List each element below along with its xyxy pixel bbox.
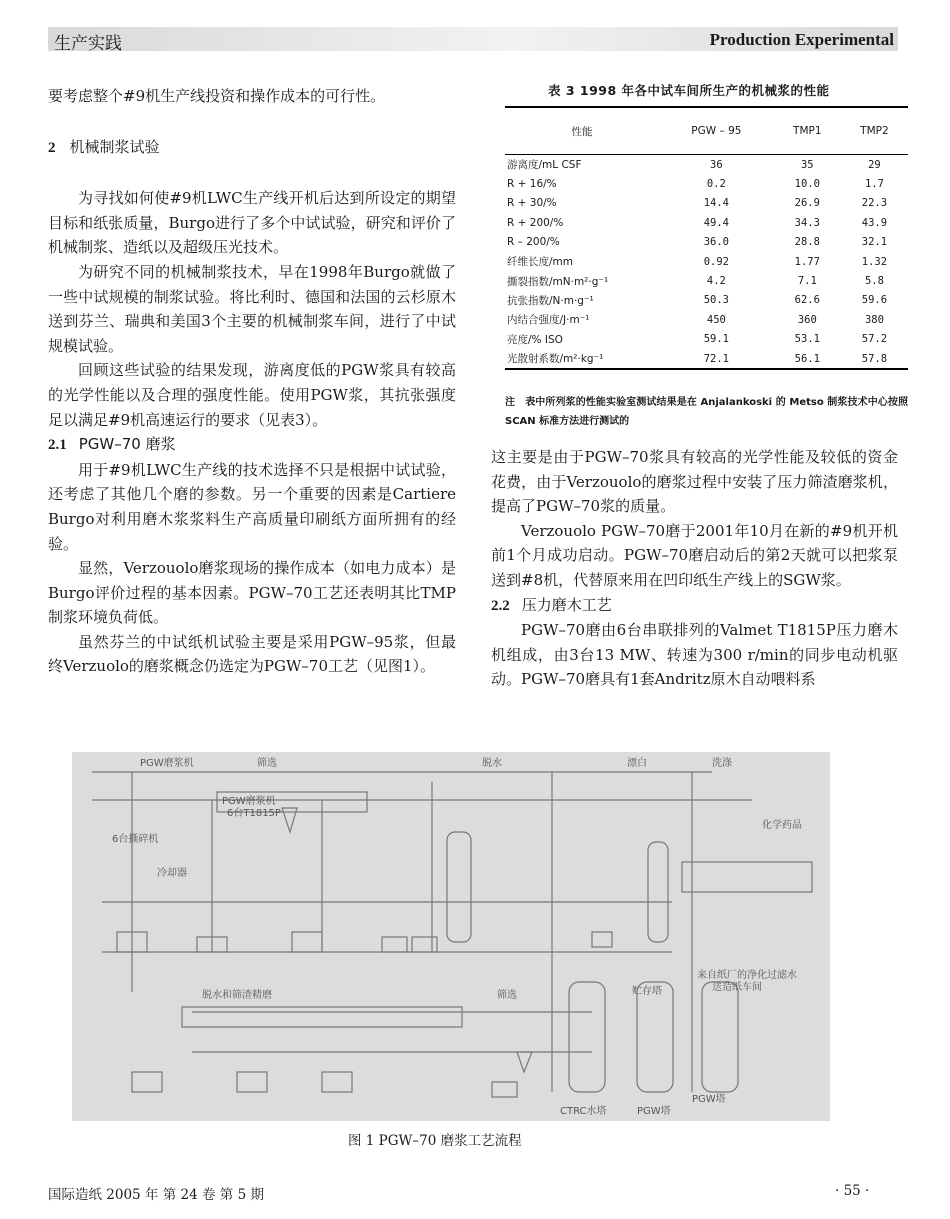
label-ctrc: CTRC水塔 xyxy=(560,1106,607,1117)
table-row xyxy=(505,174,908,193)
value-cell: 380 xyxy=(864,313,884,326)
table-body xyxy=(505,155,908,370)
value-cell: 36.0 xyxy=(703,236,730,249)
table-row xyxy=(505,291,908,310)
paragraph: 虽然芬兰的中试纸机试验主要是采用PGW–95浆，但最终Verzuolo的磨浆概念仍选定为PGW–70工艺（见图1）。 xyxy=(48,632,456,676)
paragraph: 回顾这些试验的结果发现，游离度低的PGW浆具有较高的光学性能以及合理的强度性能。使用PGW浆，其抗张强度足以满足#9机高速运行的要求（见表3）。 xyxy=(48,361,456,429)
paragraph: 要考虑整个#9机生产线投资和操作成本的可行性。 xyxy=(48,87,386,105)
paragraph: PGW–70磨由6台串联排列的Valmet T1815P压力磨木机组成，由3台13 MW、转速为300 r/min的同步电动机驱动。PGW–70磨具有1套Andritz原木自动喂料系 xyxy=(491,621,898,689)
value-cell: 7.1 xyxy=(797,275,817,288)
table-row xyxy=(505,194,908,213)
property-name-cell: R + 16/% xyxy=(507,178,557,191)
label-to-pm: 送造纸车间 xyxy=(712,982,762,993)
property-name-cell: 撕裂指数/mN·m²·g⁻¹ xyxy=(507,275,609,288)
label-wash: 洗涤 xyxy=(712,758,732,769)
property-name-cell: 抗张指数/N·m·g⁻¹ xyxy=(507,294,594,307)
label-dewater-reject: 脱水和筛渣精磨 xyxy=(202,990,272,1001)
section-heading xyxy=(48,135,456,161)
header-section-title-en: Production Experimental xyxy=(709,30,894,49)
label-chemicals: 化学药品 xyxy=(762,820,802,831)
label-dewater: 脱水 xyxy=(482,758,502,769)
property-name-cell: 游离度/mL CSF xyxy=(507,159,582,172)
value-cell: 43.9 xyxy=(861,216,888,229)
table-header-cell: TMP1 xyxy=(774,107,841,155)
running-header xyxy=(48,27,898,54)
paragraph: 显然，Verzouolo磨浆现场的操作成本（如电力成本）是Burgo评价过程的基本因素。PGW–70工艺还表明其比TMP制浆环境负荷低。 xyxy=(48,559,456,627)
label-storage: 贮存塔 xyxy=(632,986,662,997)
value-cell: 59.6 xyxy=(861,294,888,307)
table-row xyxy=(505,155,908,175)
table-row xyxy=(505,271,908,290)
value-cell: 34.3 xyxy=(794,216,820,229)
table-row xyxy=(505,349,908,369)
property-name-cell: R + 30/% xyxy=(507,197,557,210)
value-cell: 26.9 xyxy=(794,197,820,210)
property-name-cell: 纤维长度/mm xyxy=(507,256,573,269)
value-cell: 14.4 xyxy=(703,197,730,210)
value-cell: 1.32 xyxy=(861,255,888,268)
paragraph: Verzouolo PGW–70磨于2001年10月在新的#9机开机前1个月成功启动。PGW–70磨启动后的第2天就可以把浆泵送到#8机，代替原来用在凹印纸生产线上的SGW浆。 xyxy=(491,521,898,589)
value-cell: 28.8 xyxy=(794,236,820,249)
subsection-title: PGW–70 磨浆 xyxy=(78,435,176,454)
subsection-title: 压力磨木工艺 xyxy=(521,595,612,614)
label-bleach: 漂白 xyxy=(627,758,647,769)
table-caption: 表 3 1998 年各中试车间所生产的机械浆的性能 xyxy=(548,83,830,98)
label-from-mill: 来自纸厂的净化过滤水 xyxy=(697,970,797,981)
table-header-cell: 性能 xyxy=(505,107,659,155)
process-flow-figure xyxy=(72,752,830,1121)
paragraph: 这主要是由于PGW–70浆具有较高的光学性能及较低的资金花费，由于Verzouolo的磨浆过程中安装了压力筛渣磨浆机，提高了PGW–70浆的质量。 xyxy=(491,448,898,516)
table-header-cell: PGW – 95 xyxy=(659,107,774,155)
left-column xyxy=(48,84,456,679)
table-row xyxy=(505,310,908,329)
property-name-cell: 内结合强度/J·m⁻¹ xyxy=(507,314,590,327)
value-cell: 360 xyxy=(797,313,817,326)
label-cooler: 冷却器 xyxy=(157,868,187,879)
label-screening-top: 筛选 xyxy=(257,758,277,769)
value-cell: 22.3 xyxy=(861,197,888,210)
paragraph: 用于#9机LWC生产线的技术选择不只是根据中试试验，还考虑了其他几个磨的参数。另一个重要的因素是Cartiere Burgo对利用磨木浆浆料生产高质量印刷纸方面所拥有的经验。 xyxy=(48,460,456,553)
value-cell: 36 xyxy=(710,158,723,171)
section-title: 机械制浆试验 xyxy=(69,137,160,156)
label-shredders: 6台撕碎机 xyxy=(112,834,159,845)
table-row xyxy=(505,233,908,252)
value-cell: 35 xyxy=(800,158,814,171)
properties-table xyxy=(505,106,908,370)
value-cell: 1.77 xyxy=(794,255,820,268)
value-cell: 1.7 xyxy=(864,178,884,191)
value-cell: 0.2 xyxy=(706,178,726,191)
property-name-cell: 亮度/% ISO xyxy=(507,333,563,346)
value-cell: 4.2 xyxy=(706,275,726,288)
label-pgw-tower-2: PGW塔 xyxy=(692,1094,726,1105)
value-cell: 29 xyxy=(868,158,881,171)
value-cell: 32.1 xyxy=(861,236,888,249)
subsection-number: 2.2 xyxy=(491,597,510,614)
label-pgw-6b: 6台T1815P xyxy=(227,808,281,819)
table-note: 注 表中所列浆的性能实验室测试结果是在 Anjalankoski 的 Metso 制浆技术中心按照 SCAN 标准方法进行测试的 xyxy=(505,397,908,427)
property-name-cell: R + 200/% xyxy=(507,216,564,229)
label-screening-bottom: 筛选 xyxy=(497,990,517,1001)
subsection-heading xyxy=(491,593,898,619)
table-row xyxy=(505,252,908,271)
journal-footer: 国际造纸 2005 年 第 24 卷 第 5 期 xyxy=(48,1187,264,1203)
value-cell: 5.8 xyxy=(864,275,884,288)
table-row xyxy=(505,330,908,349)
value-cell: 450 xyxy=(706,313,726,326)
paragraph: 为研究不同的机械制浆技术，早在1998年Burgo就做了一些中试规模的制浆试验。将比利时、德国和法国的云杉原木送到芬兰、瑞典和美国3个主要的机械制浆车间，进行了中试规模试验。 xyxy=(48,262,456,355)
header-section-title: 生产实践 xyxy=(54,34,122,54)
label-pgw-tower-1: PGW塔 xyxy=(637,1106,671,1117)
value-cell: 56.1 xyxy=(794,352,820,365)
paragraph: 为寻找如何使#9机LWC生产线开机后达到所设定的期望目标和纸张质量，Burgo进行了多个中试试验，研究和评价了机械制浆、造纸以及超级压光技术。 xyxy=(48,189,456,257)
label-pgw-grinder: PGW磨浆机 xyxy=(140,758,194,769)
right-column xyxy=(491,445,898,692)
subsection-heading xyxy=(48,432,456,458)
process-flow-diagram xyxy=(72,752,830,1121)
value-cell: 57.8 xyxy=(861,352,888,365)
property-name-cell: R – 200/% xyxy=(507,236,560,249)
value-cell: 57.2 xyxy=(861,333,888,346)
label-pgw-6: PGW磨浆机 xyxy=(222,796,276,807)
value-cell: 10.0 xyxy=(794,178,820,191)
value-cell: 49.4 xyxy=(703,216,730,229)
table-row xyxy=(505,213,908,232)
value-cell: 72.1 xyxy=(703,352,730,365)
table-header-cell: TMP2 xyxy=(841,107,908,155)
value-cell: 59.1 xyxy=(703,333,730,346)
subsection-number: 2.1 xyxy=(48,437,67,454)
value-cell: 0.92 xyxy=(703,255,730,268)
figure-caption: 图 1 PGW–70 磨浆工艺流程 xyxy=(348,1133,522,1149)
value-cell: 53.1 xyxy=(794,333,820,346)
value-cell: 62.6 xyxy=(794,294,820,307)
property-name-cell: 光散射系数/m²·kg⁻¹ xyxy=(507,353,604,366)
value-cell: 50.3 xyxy=(703,294,730,307)
table-header-row xyxy=(505,107,908,155)
page-number: · 55 · xyxy=(835,1183,870,1199)
section-number: 2 xyxy=(48,139,56,156)
